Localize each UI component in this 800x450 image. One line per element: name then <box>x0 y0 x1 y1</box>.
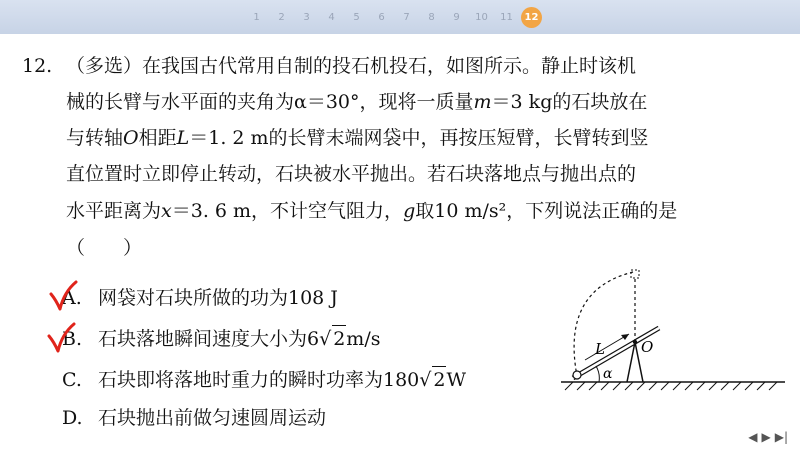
slide-nav-controls <box>748 430 788 444</box>
question-line-5: 水平距离为x＝3. 6 m，不计空气阻力，g取10 m/s²，下列说法正确的是 <box>66 200 678 222</box>
angle-arc <box>596 366 599 382</box>
page-12-button[interactable]: 12 <box>521 7 542 28</box>
option-d[interactable] <box>62 405 326 431</box>
page-10-button[interactable]: 10 <box>475 11 488 23</box>
option-a-letter: A. <box>62 287 82 309</box>
option-d-text: 石块抛出前做匀速圆周运动 <box>98 407 327 429</box>
play-slide-button[interactable]: ▶ <box>761 430 771 444</box>
stone <box>573 371 581 379</box>
page-navigator <box>246 6 542 28</box>
question-line-4: 直位置时立即停止转动，石块被水平抛出。若石块落地点与抛出点的 <box>66 163 637 185</box>
option-c-letter: C. <box>62 369 82 391</box>
question-line-2: 械的长臂与水平面的夹角为α＝30°，现将一质量m＝3 kg的石块放在 <box>66 91 648 113</box>
answer-blank: （ ） <box>66 237 143 259</box>
prev-slide-button[interactable]: ◀ <box>748 430 758 444</box>
slide-top-bar <box>0 0 800 34</box>
label-alpha: α <box>603 366 613 382</box>
question-line-3: 与转轴O相距L＝1. 2 m的长臂末端网袋中，再按压短臂，长臂转到竖 <box>66 127 649 149</box>
ground-hatch <box>565 382 777 390</box>
option-d-letter: D. <box>62 407 83 429</box>
page-3-button[interactable]: 3 <box>303 11 310 23</box>
option-c-text-pre: 石块即将落地时重力的瞬时功率为180 <box>98 369 420 391</box>
option-b-letter: B. <box>62 328 83 350</box>
option-c-text-post: W <box>446 369 467 391</box>
page-9-button[interactable]: 9 <box>453 11 460 23</box>
page-2-button[interactable]: 2 <box>278 11 285 23</box>
label-L: L <box>595 340 605 358</box>
check-mark-icon-a <box>48 280 78 312</box>
option-b-text-post: m/s <box>346 328 381 350</box>
option-c[interactable] <box>62 366 466 393</box>
question-line-1: （多选）在我国古代常用自制的投石机投石，如图所示。静止时该机 <box>66 55 637 77</box>
question-number: 12. <box>22 55 53 77</box>
option-b-sqrt: √ 2 <box>319 325 346 352</box>
option-c-sqrt: √ 2 <box>419 366 446 393</box>
page-11-button[interactable]: 11 <box>500 11 513 23</box>
page-5-button[interactable]: 5 <box>353 11 360 23</box>
page-4-button[interactable]: 4 <box>328 11 335 23</box>
option-b-text-pre: 石块落地瞬间速度大小为6 <box>98 328 320 350</box>
option-a-text: 网袋对石块所做的功为108 J <box>98 287 338 309</box>
next-slide-button[interactable]: ▶| <box>774 430 788 444</box>
option-a[interactable] <box>62 285 338 311</box>
page-7-button[interactable]: 7 <box>403 11 410 23</box>
stone-top-position <box>631 270 639 278</box>
catapult-diagram <box>555 262 795 402</box>
option-b[interactable] <box>62 325 380 352</box>
page-8-button[interactable]: 8 <box>428 11 435 23</box>
label-O: O <box>641 338 654 356</box>
pivot-point <box>633 340 637 344</box>
check-mark-icon-b <box>46 322 76 354</box>
page-6-button[interactable]: 6 <box>378 11 385 23</box>
page-1-button[interactable]: 1 <box>253 11 260 23</box>
